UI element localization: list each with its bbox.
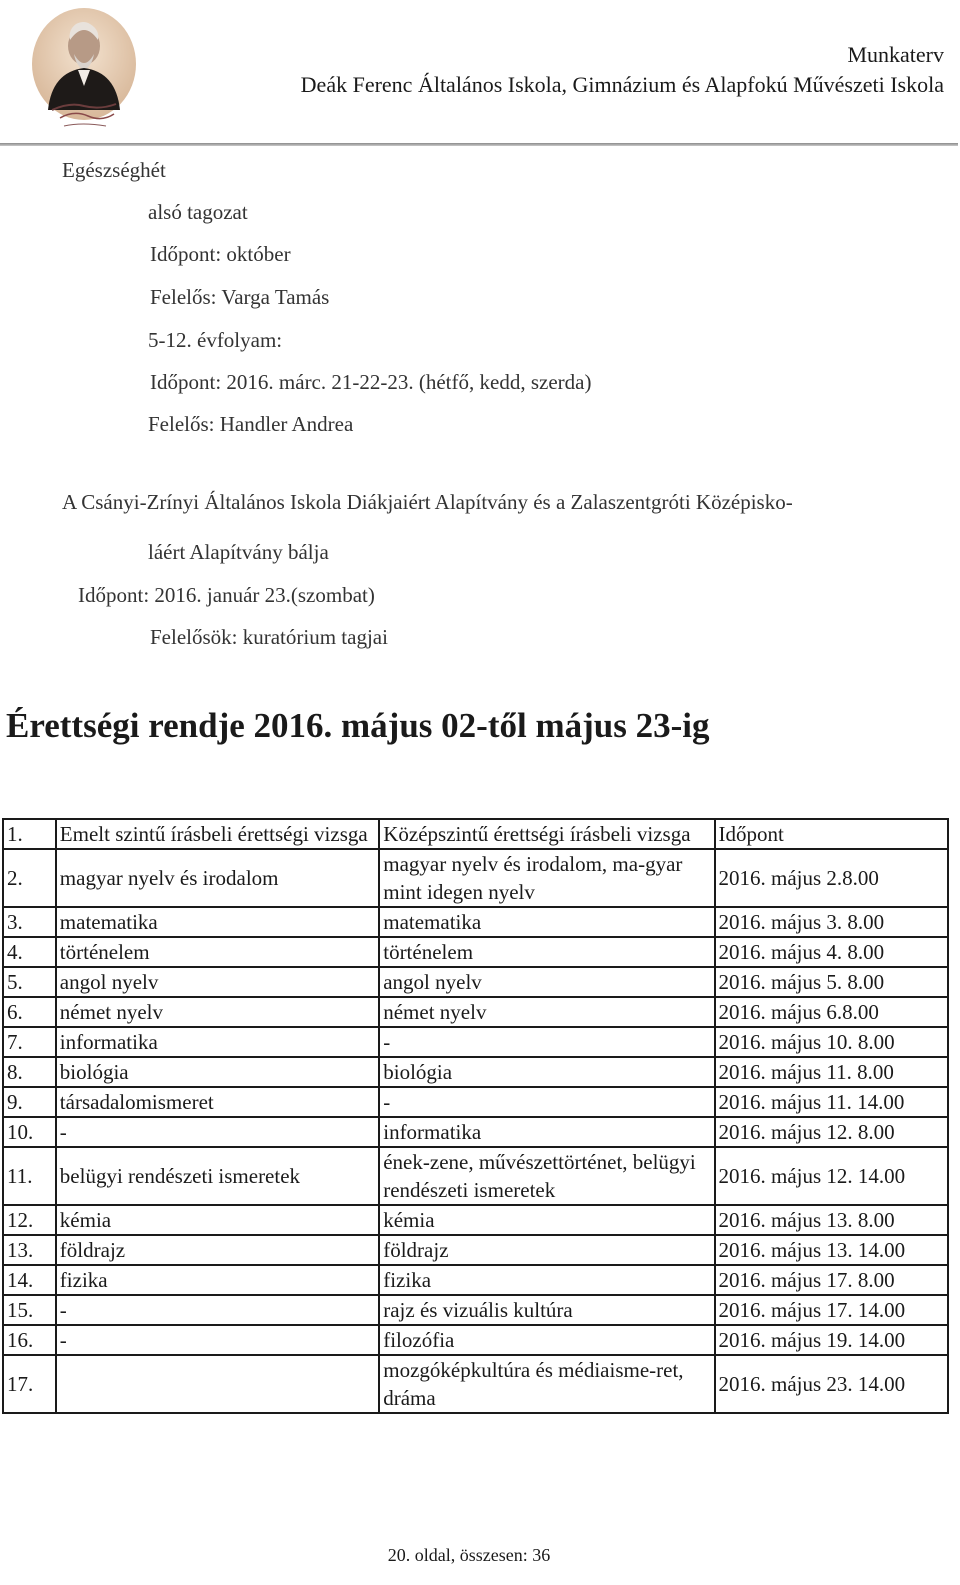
row-number: 13. — [3, 1235, 56, 1265]
mid-level-subject: - — [379, 1087, 714, 1117]
advanced-level-subject: német nyelv — [56, 997, 379, 1027]
advanced-level-subject: biológia — [56, 1057, 379, 1087]
row-number: 17. — [3, 1355, 56, 1413]
row-number: 2. — [3, 849, 56, 907]
table-row — [3, 1087, 948, 1117]
mid-level-subject: biológia — [379, 1057, 714, 1087]
ball-title-line2: láért Alapítvány bálja — [148, 540, 329, 564]
school-name: Deák Ferenc Általános Iskola, Gimnázium és Alapfokú Művészeti Iskola — [300, 72, 944, 97]
mid-level-subject: mozgóképkultúra és médiaisme-ret, dráma — [379, 1355, 714, 1413]
exam-time: Időpont — [715, 819, 948, 849]
table-row — [3, 1147, 948, 1205]
row-number: 3. — [3, 907, 56, 937]
mid-level-subject: német nyelv — [379, 997, 714, 1027]
table-row — [3, 937, 948, 967]
mid-level-subject: - — [379, 1027, 714, 1057]
row-number: 16. — [3, 1325, 56, 1355]
exam-time: 2016. május 11. 8.00 — [715, 1057, 948, 1087]
mid-level-subject: Középszintű érettségi írásbeli vizsga — [379, 819, 714, 849]
mid-level-subject: rajz és vizuális kultúra — [379, 1295, 714, 1325]
advanced-level-subject: matematika — [56, 907, 379, 937]
ball-time: Időpont: 2016. január 23.(szombat) — [78, 583, 375, 607]
exam-time: 2016. május 17. 14.00 — [715, 1295, 948, 1325]
header-divider — [0, 143, 958, 146]
exam-time: 2016. május 3. 8.00 — [715, 907, 948, 937]
row-number: 4. — [3, 937, 56, 967]
table-row — [3, 1265, 948, 1295]
advanced-level-subject: történelem — [56, 937, 379, 967]
mid-level-subject: kémia — [379, 1205, 714, 1235]
advanced-level-subject: társadalomismeret — [56, 1087, 379, 1117]
table-row — [3, 967, 948, 997]
health-week-title: Egészséghét — [62, 158, 166, 182]
exam-schedule-heading: Érettségi rendje 2016. május 02-től május 23-ig — [6, 706, 710, 745]
lower-grade-label: alsó tagozat — [148, 200, 248, 224]
page-number: 20. oldal, összesen: 36 — [387, 1545, 551, 1565]
table-row — [3, 1355, 948, 1413]
table-row — [3, 849, 948, 907]
exam-time: 2016. május 2.8.00 — [715, 849, 948, 907]
advanced-level-subject: - — [56, 1295, 379, 1325]
upper-grade-label: 5-12. évfolyam: — [148, 328, 283, 352]
upper-grade-time: Időpont: 2016. márc. 21-22-23. (hétfő, kedd, szerda) — [150, 370, 592, 394]
lower-grade-responsible: Felelős: Varga Tamás — [150, 285, 330, 309]
advanced-level-subject — [56, 1355, 379, 1413]
table-row — [3, 819, 948, 849]
exam-time: 2016. május 5. 8.00 — [715, 967, 948, 997]
row-number: 1. — [3, 819, 56, 849]
exam-time: 2016. május 19. 14.00 — [715, 1325, 948, 1355]
lower-grade-time: Időpont: október — [150, 242, 291, 266]
advanced-level-subject: magyar nyelv és irodalom — [56, 849, 379, 907]
row-number: 14. — [3, 1265, 56, 1295]
advanced-level-subject: fizika — [56, 1265, 379, 1295]
exam-time: 2016. május 23. 14.00 — [715, 1355, 948, 1413]
table-row — [3, 907, 948, 937]
advanced-level-subject: - — [56, 1117, 379, 1147]
table-row — [3, 1117, 948, 1147]
row-number: 12. — [3, 1205, 56, 1235]
exam-time: 2016. május 13. 8.00 — [715, 1205, 948, 1235]
row-number: 8. — [3, 1057, 56, 1087]
advanced-level-subject: informatika — [56, 1027, 379, 1057]
exam-time: 2016. május 6.8.00 — [715, 997, 948, 1027]
mid-level-subject: angol nyelv — [379, 967, 714, 997]
school-logo — [30, 6, 138, 134]
exam-time: 2016. május 17. 8.00 — [715, 1265, 948, 1295]
mid-level-subject: földrajz — [379, 1235, 714, 1265]
mid-level-subject: magyar nyelv és irodalom, ma-gyar mint idegen nyelv — [379, 849, 714, 907]
table-row — [3, 1027, 948, 1057]
row-number: 10. — [3, 1117, 56, 1147]
mid-level-subject: informatika — [379, 1117, 714, 1147]
ball-title-line1: A Csányi-Zrínyi Általános Iskola Diákjaiért Alapítvány és a Zalaszentgróti Középisko- — [62, 490, 793, 514]
table-row — [3, 997, 948, 1027]
row-number: 9. — [3, 1087, 56, 1117]
exam-time: 2016. május 10. 8.00 — [715, 1027, 948, 1057]
advanced-level-subject: angol nyelv — [56, 967, 379, 997]
advanced-level-subject: belügyi rendészeti ismeretek — [56, 1147, 379, 1205]
advanced-level-subject: földrajz — [56, 1235, 379, 1265]
mid-level-subject: ének-zene, művészettörténet, belügyi rendészeti ismeretek — [379, 1147, 714, 1205]
exam-time: 2016. május 11. 14.00 — [715, 1087, 948, 1117]
row-number: 6. — [3, 997, 56, 1027]
ball-responsible: Felelősök: kuratórium tagjai — [150, 625, 388, 649]
mid-level-subject: filozófia — [379, 1325, 714, 1355]
exam-schedule-table — [2, 818, 949, 1414]
exam-time: 2016. május 12. 14.00 — [715, 1147, 948, 1205]
advanced-level-subject: Emelt szintű írásbeli érettségi vizsga — [56, 819, 379, 849]
table-row — [3, 1235, 948, 1265]
exam-time: 2016. május 12. 8.00 — [715, 1117, 948, 1147]
row-number: 11. — [3, 1147, 56, 1205]
exam-time: 2016. május 4. 8.00 — [715, 937, 948, 967]
advanced-level-subject: - — [56, 1325, 379, 1355]
row-number: 7. — [3, 1027, 56, 1057]
mid-level-subject: fizika — [379, 1265, 714, 1295]
table-row — [3, 1295, 948, 1325]
mid-level-subject: történelem — [379, 937, 714, 967]
table-row — [3, 1325, 948, 1355]
upper-grade-responsible: Felelős: Handler Andrea — [148, 412, 354, 436]
exam-time: 2016. május 13. 14.00 — [715, 1235, 948, 1265]
row-number: 15. — [3, 1295, 56, 1325]
document-title: Munkaterv — [847, 42, 944, 67]
advanced-level-subject: kémia — [56, 1205, 379, 1235]
row-number: 5. — [3, 967, 56, 997]
mid-level-subject: matematika — [379, 907, 714, 937]
table-row — [3, 1057, 948, 1087]
table-row — [3, 1205, 948, 1235]
